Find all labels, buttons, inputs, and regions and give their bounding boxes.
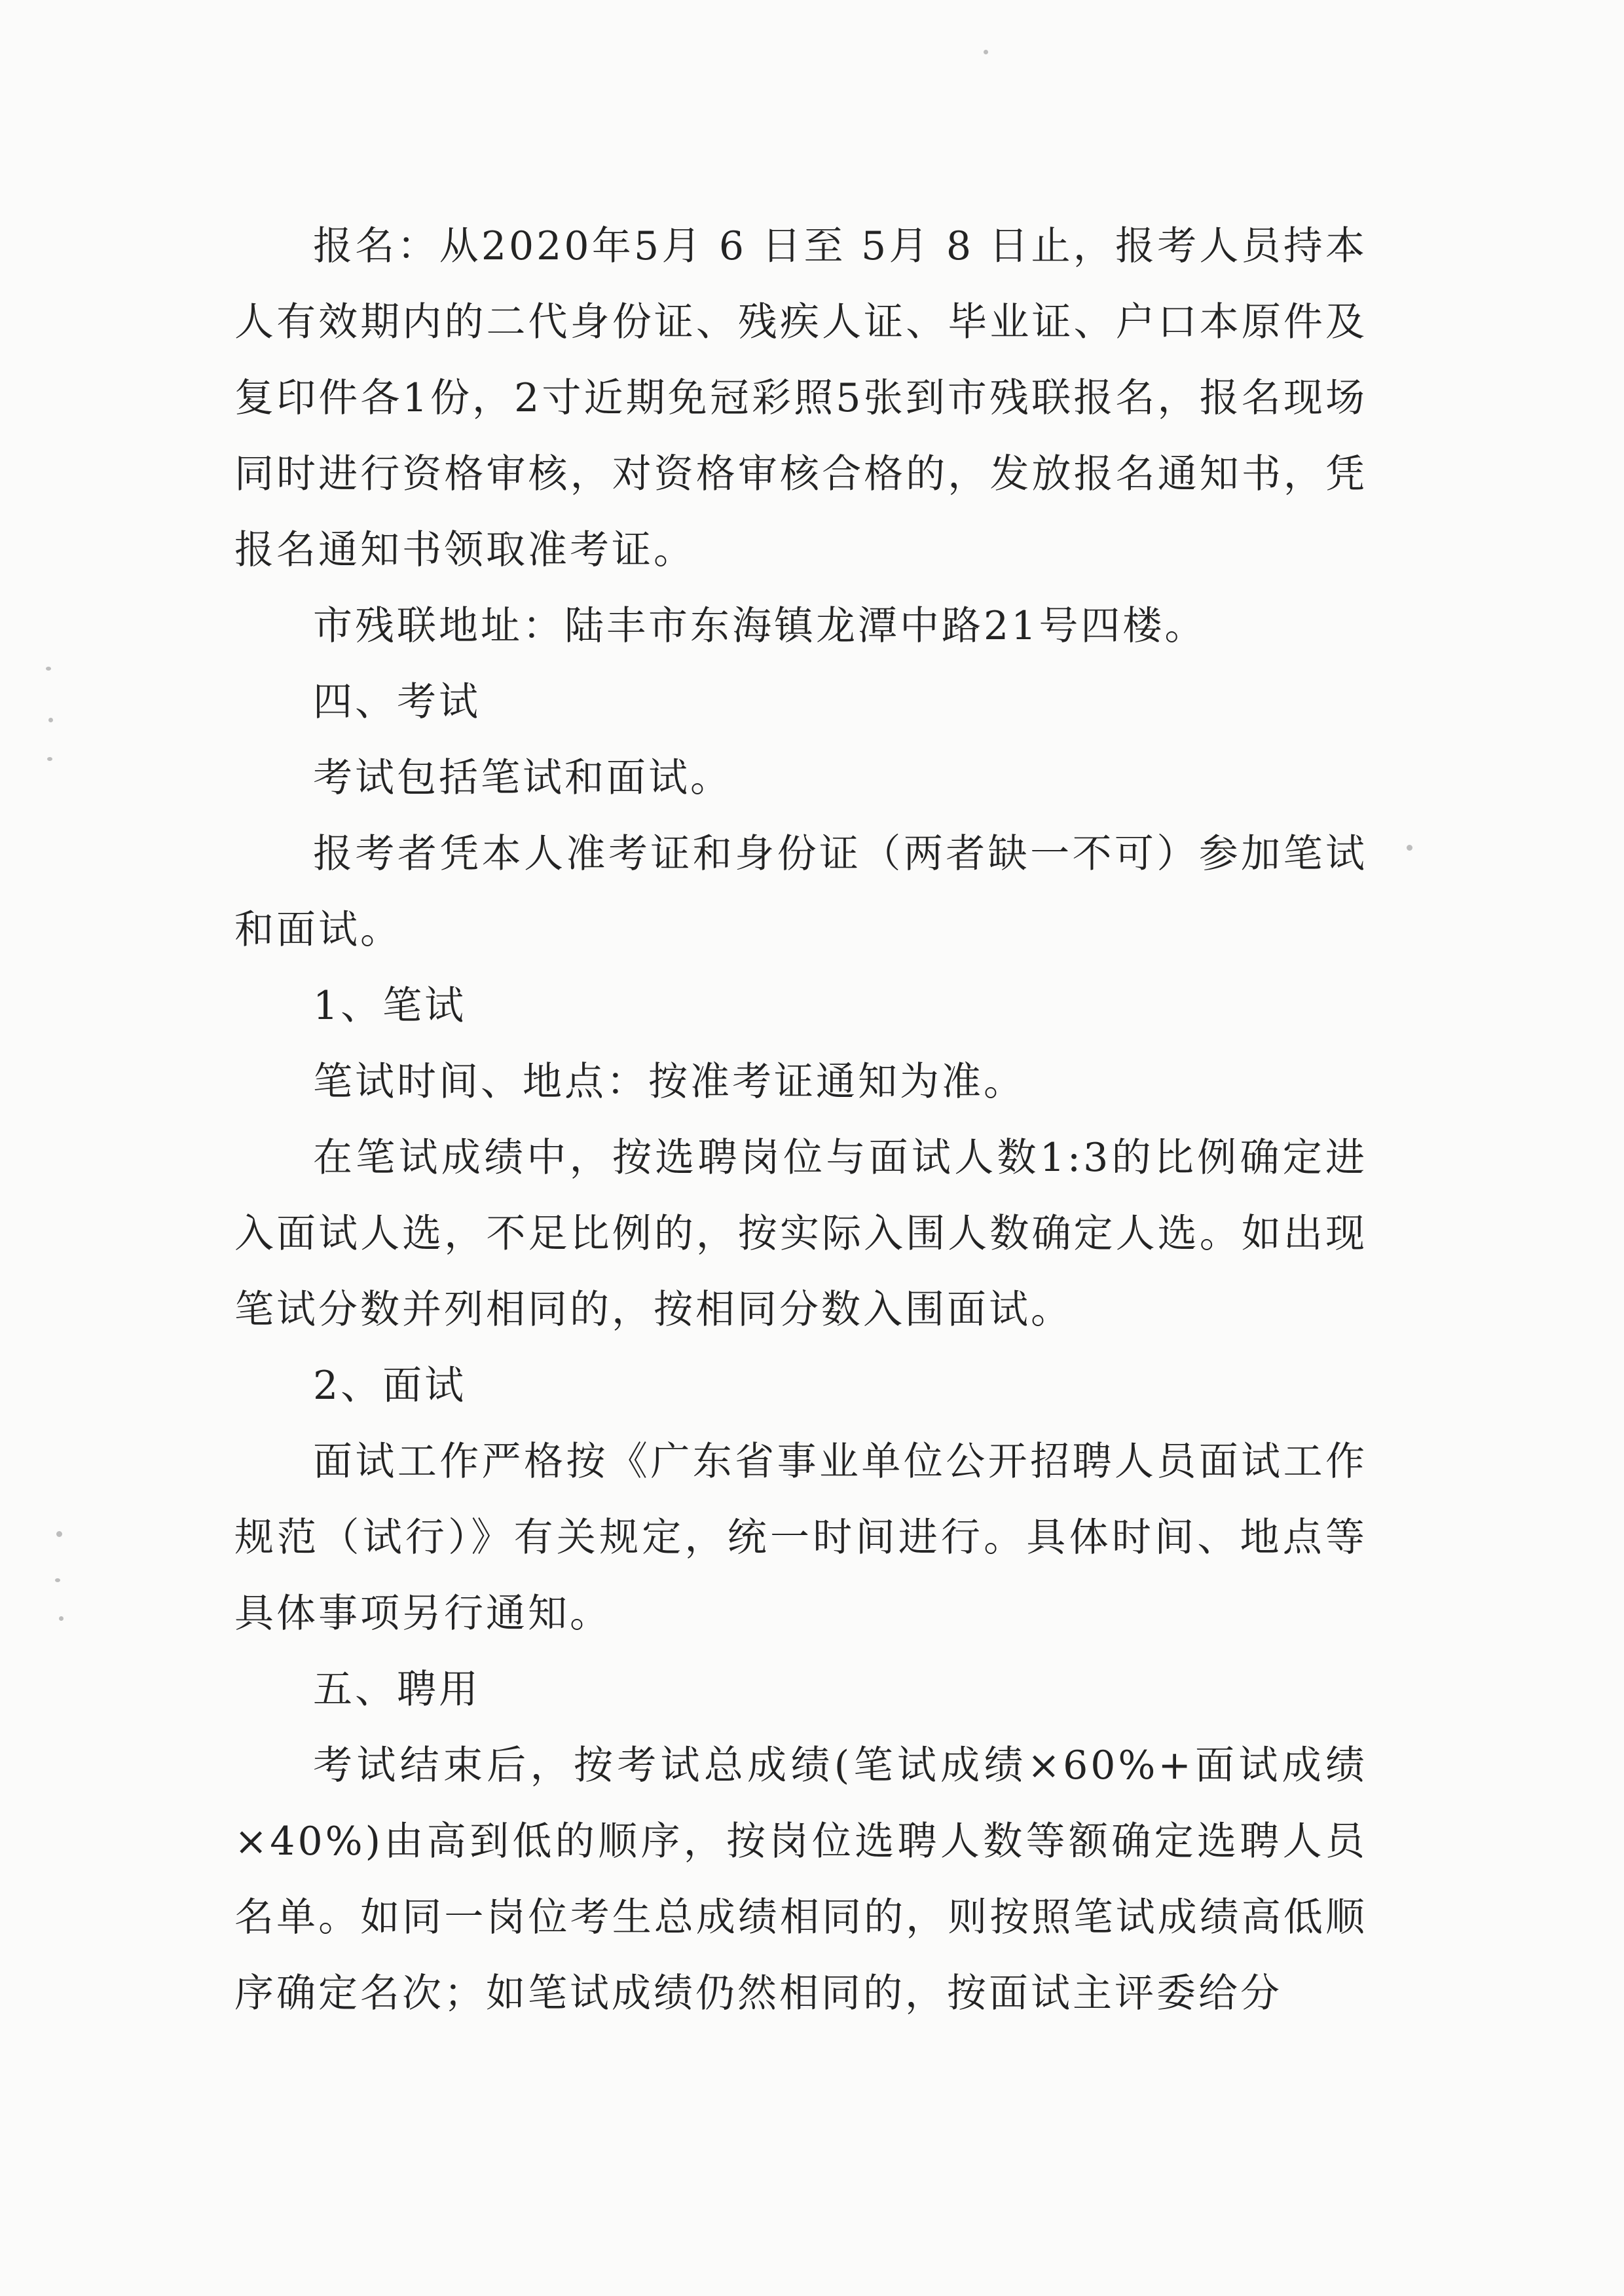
subheading-written-test: 1、笔试	[313, 983, 467, 1029]
scan-speck	[1407, 845, 1412, 851]
paragraph-exam-documents: 报考者凭本人准考证和身份证（两者缺一不可）参加笔试和面试。	[234, 831, 1367, 953]
section-heading-hiring: 五、聘用	[313, 1667, 481, 1713]
paragraph-written-ratio: 在笔试成绩中，按选聘岗位与面试人数1:3的比例确定进入面试人选，不足比例的，按实际入围人数确定人选。如出现笔试分数并列相同的，按相同分数入围面试。	[234, 1135, 1367, 1333]
scan-speck	[47, 757, 52, 761]
paragraph-exam-scope: 考试包括笔试和面试。	[313, 755, 732, 801]
document-body	[234, 208, 1367, 2031]
scan-speck	[59, 1616, 64, 1621]
scan-speck	[46, 667, 51, 671]
paragraph-written-time: 笔试时间、地点：按准考证通知为准。	[313, 1059, 1025, 1105]
scan-speck	[56, 1531, 62, 1537]
paragraph-address: 市残联地址：陆丰市东海镇龙潭中路21号四楼。	[313, 603, 1207, 649]
section-heading-exam: 四、考试	[313, 679, 481, 725]
paragraph-registration: 报名：从2020年5月 6 日至 5月 8 日止，报考人员持本人有效期内的二代身份证、残疾人证、毕业证、户口本原件及复印件各1份，2寸近期免冠彩照5张到市残联报名，报名现场同时进行资格审核，对资格审核合格的，发放报名通知书，凭报名通知书领取准考证。	[234, 223, 1367, 573]
paragraph-interview-rules: 面试工作严格按《广东省事业单位公开招聘人员面试工作规范（试行）》有关规定，统一时间进行。具体时间、地点等具体事项另行通知。	[234, 1439, 1367, 1637]
subheading-interview: 2、面试	[313, 1363, 467, 1409]
scan-speck	[48, 718, 53, 722]
scan-speck	[984, 50, 988, 54]
scan-speck	[55, 1578, 60, 1582]
paragraph-hiring-rules: 考试结束后，按考试总成绩(笔试成绩×60%+面试成绩×40%)由高到低的顺序，按岗位选聘人数等额确定选聘人员名单。如同一岗位考生总成绩相同的，则按照笔试成绩高低顺序确定名次；如笔试成绩仍然相同的，按面试主评委给分	[234, 1743, 1367, 2016]
